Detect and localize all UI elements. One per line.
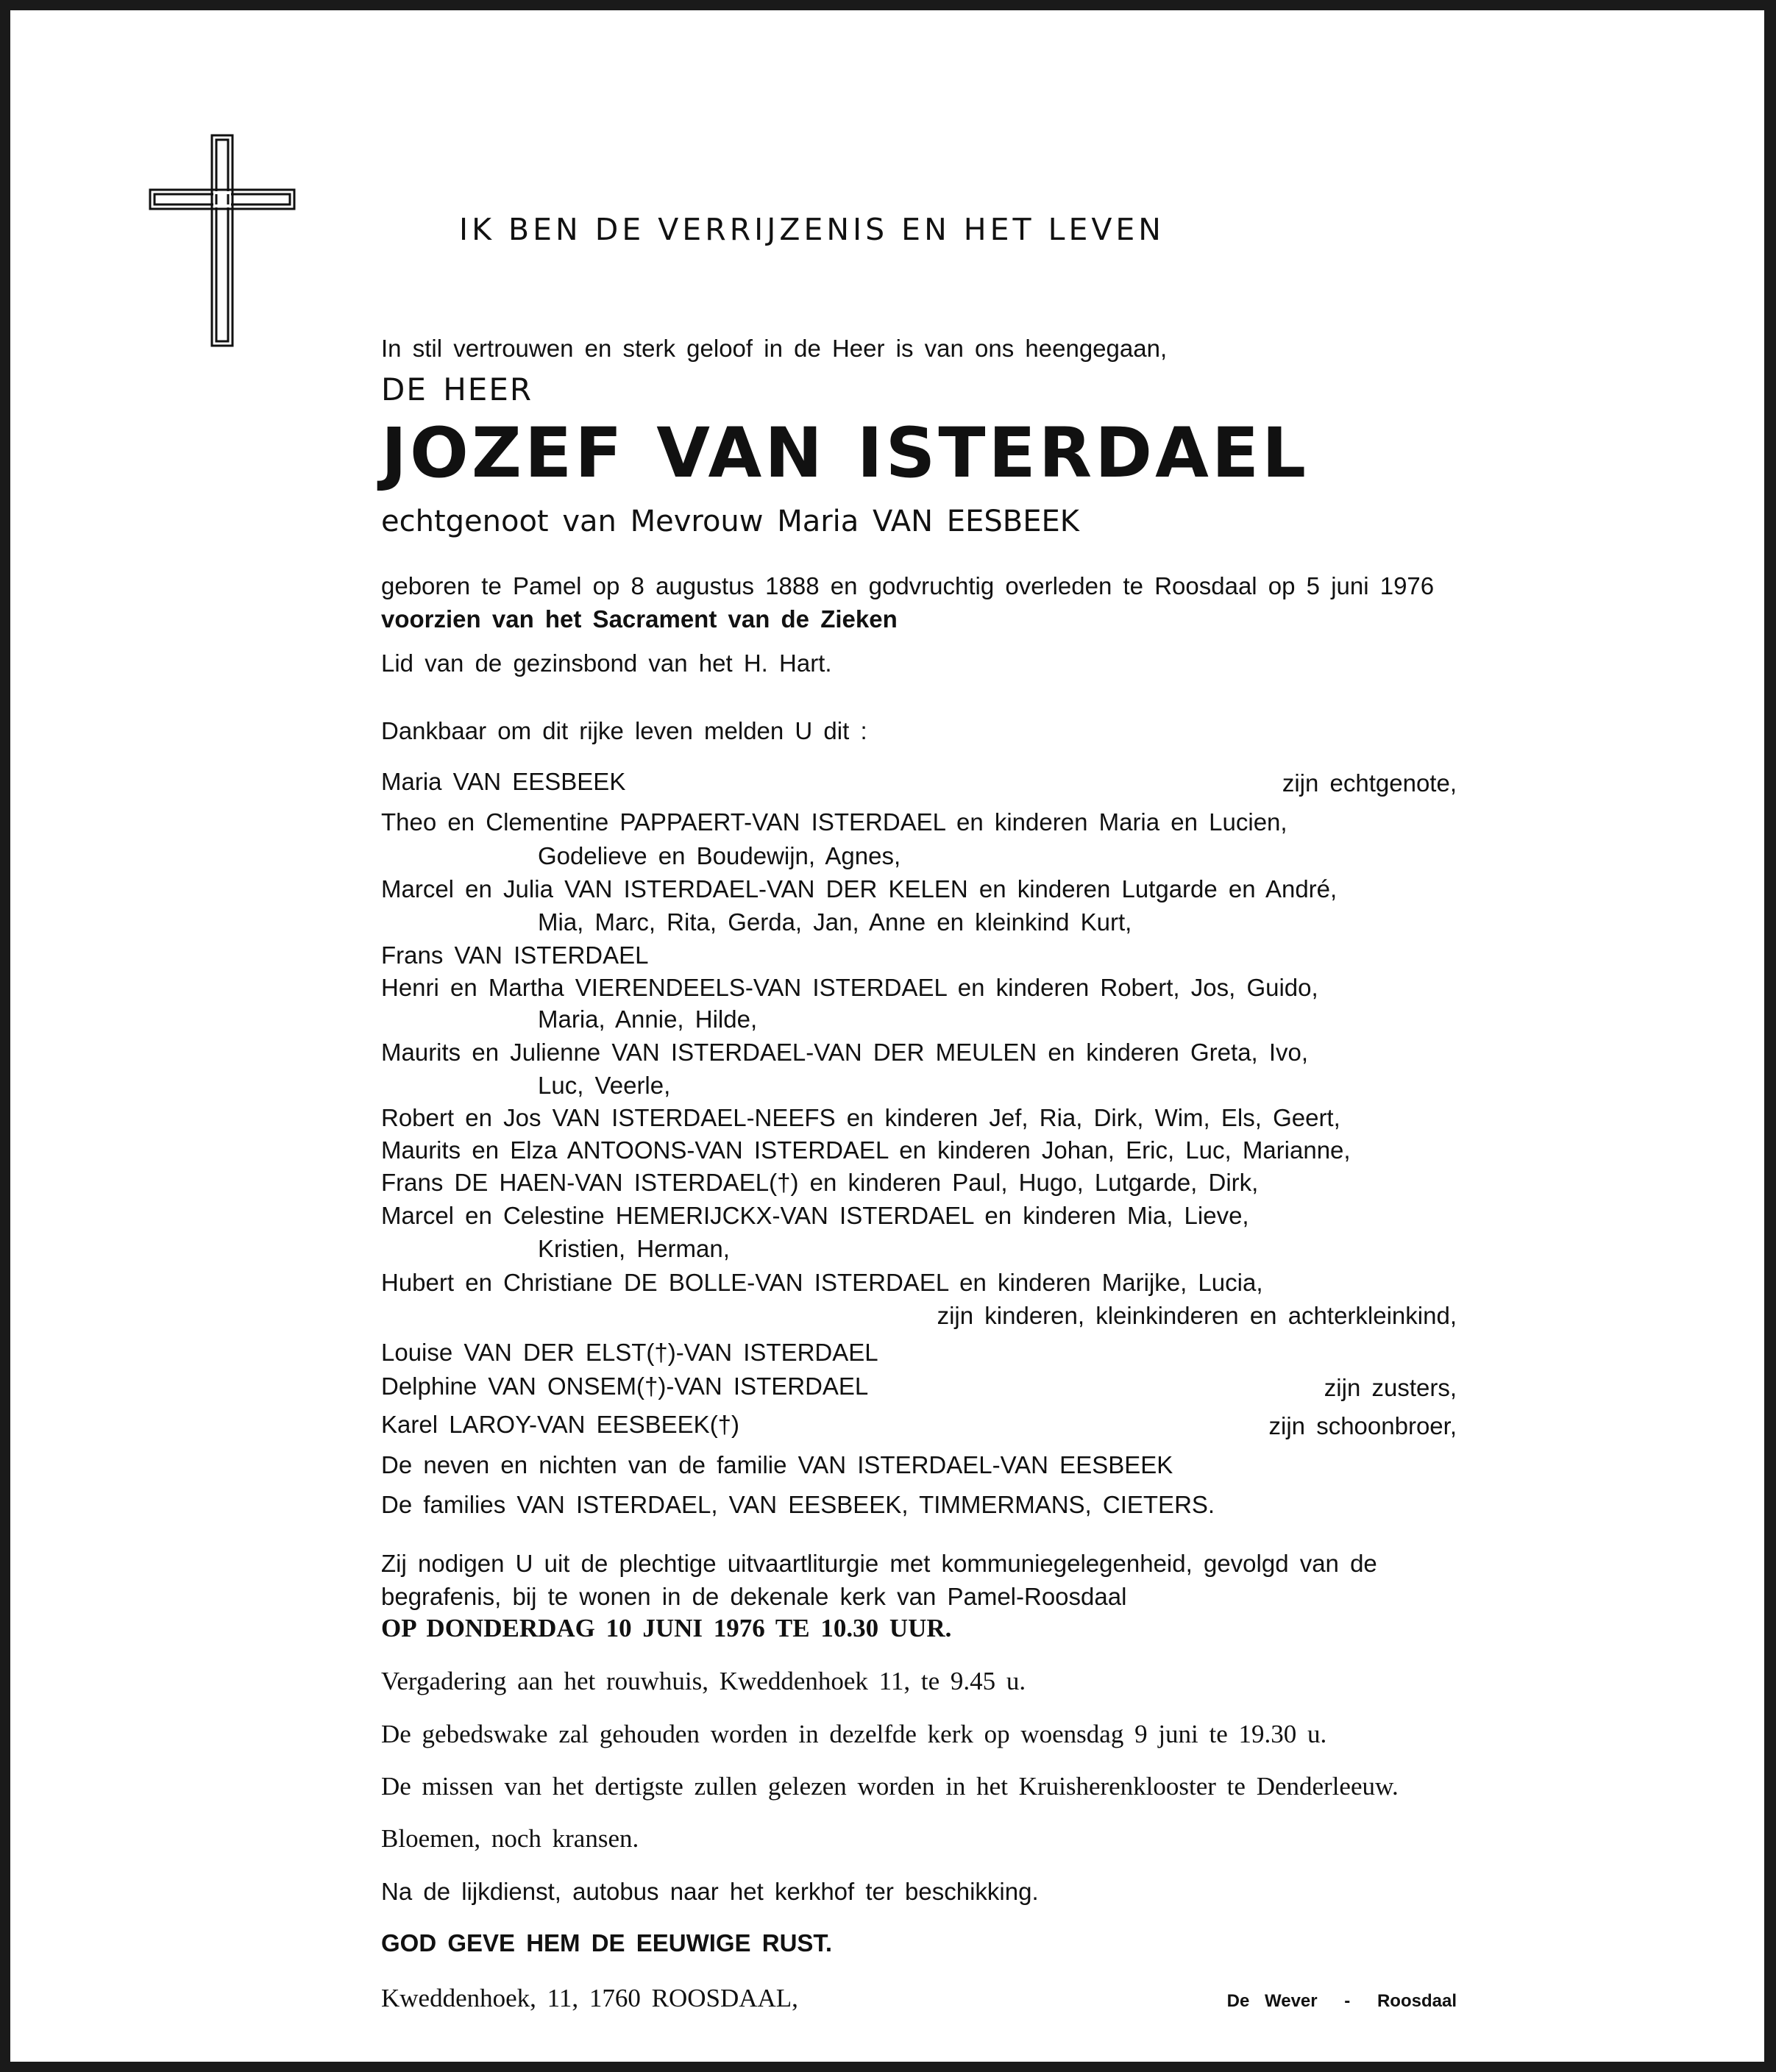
- family-line: Maria, Annie, Hilde,: [538, 1005, 758, 1033]
- family-relation: zijn zusters,: [1324, 1374, 1457, 1401]
- family-line: Luc, Veerle,: [538, 1072, 671, 1099]
- intro-text: In stil vertrouwen en sterk geloof in de Heer is van ons heengegaan,: [381, 335, 1168, 362]
- title-text: DE HEER: [381, 371, 533, 407]
- family-line: Henri en Martha VIERENDEELS-VAN ISTERDAEL en kinderen Robert, Jos, Guido,: [381, 974, 1318, 1001]
- membership-text: Lid van de gezinsbond van het H. Hart.: [381, 649, 832, 677]
- family-line: Maurits en Julienne VAN ISTERDAEL-VAN DER MEULEN en kinderen Greta, Ivo,: [381, 1039, 1309, 1066]
- flowers-text: Bloemen, noch kransen.: [381, 1824, 639, 1853]
- printer-name: De Wever: [1226, 1991, 1318, 2011]
- thanks-text: Dankbaar om dit rijke leven melden U dit :: [381, 717, 867, 744]
- printer-place: Roosdaal: [1377, 1991, 1457, 2011]
- invite-text: Zij nodigen U uit de plechtige uitvaartliturgie met kommuniegelegenheid, gevolgd van de: [381, 1550, 1377, 1577]
- funeral-date: OP DONDERDAG 10 JUNI 1976 TE 10.30 UUR.: [381, 1614, 952, 1642]
- family-relation: zijn kinderen, kleinkinderen en achterkleinkind,: [937, 1302, 1457, 1329]
- address-text: Kweddenhoek, 11, 1760 ROOSDAAL,: [381, 1984, 798, 2012]
- printer-separator: -: [1344, 1991, 1351, 2011]
- meeting-text: Vergadering aan het rouwhuis, Kweddenhoek 11, te 9.45 u.: [381, 1667, 1026, 1695]
- family-line: Maria VAN EESBEEK: [381, 768, 626, 795]
- family-line: De families VAN ISTERDAEL, VAN EESBEEK, TIMMERMANS, CIETERS.: [381, 1491, 1215, 1518]
- family-line: Theo en Clementine PAPPAERT-VAN ISTERDAEL en kinderen Maria en Lucien,: [381, 808, 1287, 836]
- motto-heading: IK BEN DE VERRIJZENIS EN HET LEVEN: [459, 212, 1165, 247]
- family-line: Kristien, Herman,: [538, 1235, 730, 1262]
- vigil-text: De gebedswake zal gehouden worden in dezelfde kerk op woensdag 9 juni te 19.30 u.: [381, 1720, 1327, 1748]
- sacrament-text: voorzien van het Sacrament van de Zieken: [381, 605, 898, 633]
- family-line: Marcel en Julia VAN ISTERDAEL-VAN DER KELEN en kinderen Lutgarde en André,: [381, 875, 1338, 903]
- family-line: Mia, Marc, Rita, Gerda, Jan, Anne en kleinkind Kurt,: [538, 908, 1132, 936]
- family-line: Delphine VAN ONSEM(†)-VAN ISTERDAEL: [381, 1373, 869, 1400]
- blessing-text: GOD GEVE HEM DE EEUWIGE RUST.: [381, 1929, 833, 1957]
- family-line: Hubert en Christiane DE BOLLE-VAN ISTERDAEL en kinderen Marijke, Lucia,: [381, 1269, 1263, 1296]
- family-line: Frans VAN ISTERDAEL: [381, 941, 649, 969]
- cross-icon: [149, 134, 296, 347]
- mourning-card: [10, 10, 1764, 2062]
- invite-text: begrafenis, bij te wonen in de dekenale kerk van Pamel-Roosdaal: [381, 1583, 1127, 1610]
- family-line: Karel LAROY-VAN EESBEEK(†): [381, 1411, 740, 1438]
- family-line: Robert en Jos VAN ISTERDAEL-NEEFS en kinderen Jef, Ria, Dirk, Wim, Els, Geert,: [381, 1104, 1340, 1131]
- family-line: Louise VAN DER ELST(†)-VAN ISTERDAEL: [381, 1339, 878, 1366]
- family-relation: zijn schoonbroer,: [1268, 1412, 1457, 1439]
- family-line: Maurits en Elza ANTOONS-VAN ISTERDAEL en kinderen Johan, Eric, Luc, Marianne,: [381, 1136, 1351, 1164]
- birth-death-text: geboren te Pamel op 8 augustus 1888 en godvruchtig overleden te Roosdaal op 5 juni 1976: [381, 572, 1435, 599]
- family-relation: zijn echtgenote,: [1282, 769, 1457, 797]
- deceased-name: JOZEF VAN ISTERDAEL: [381, 413, 1309, 494]
- masses-text: De missen van het dertigste zullen gelezen worden in het Kruisherenklooster te Denderleeuw.: [381, 1772, 1399, 1801]
- bus-text: Na de lijkdienst, autobus naar het kerkhof ter beschikking.: [381, 1878, 1039, 1905]
- family-line: De neven en nichten van de familie VAN ISTERDAEL-VAN EESBEEK: [381, 1451, 1173, 1478]
- family-line: Marcel en Celestine HEMERIJCKX-VAN ISTERDAEL en kinderen Mia, Lieve,: [381, 1202, 1249, 1229]
- family-line: Godelieve en Boudewijn, Agnes,: [538, 842, 901, 869]
- printer-credit: [1227, 1991, 1457, 2012]
- spouse-text: echtgenoot van Mevrouw Maria VAN EESBEEK: [381, 505, 1079, 538]
- family-line: Frans DE HAEN-VAN ISTERDAEL(†) en kinderen Paul, Hugo, Lutgarde, Dirk,: [381, 1169, 1259, 1196]
